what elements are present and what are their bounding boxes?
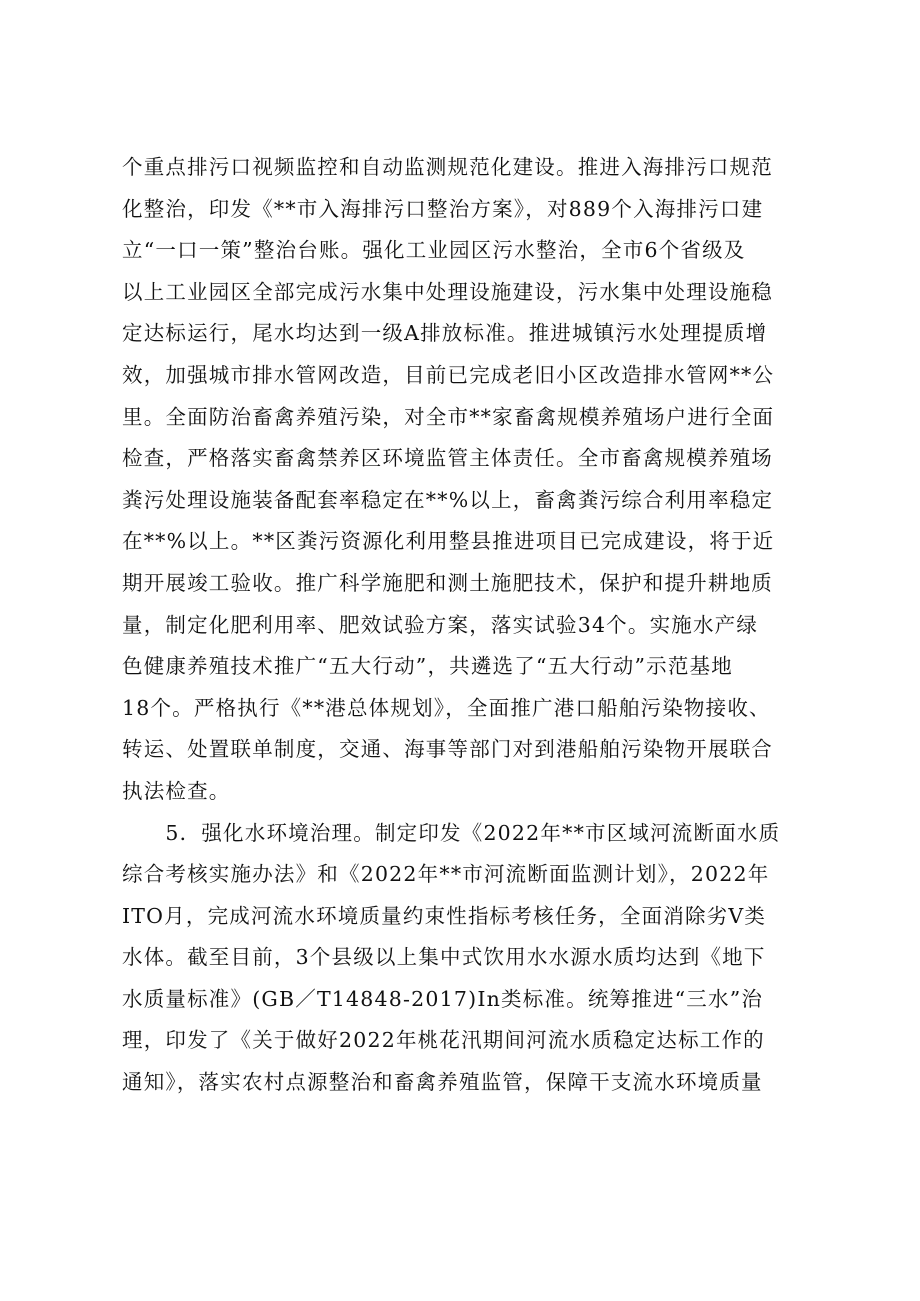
text-line: 综合考核实施办法》和《2022年**市河流断面监测计划》，2022年 [122, 862, 770, 887]
text-line: 通知》，落实农村点源整治和畜禽养殖监管，保障干支流水环境质量 [122, 1070, 763, 1095]
text-line: 效，加强城市排水管网改造，目前已完成老旧小区改造排水管网**公 [122, 362, 775, 387]
text-line: 水体。截至目前，3个县级以上集中式饮用水水源水质均达到《地下 [122, 945, 766, 970]
document-body [122, 147, 812, 1104]
text-line: 化整治，印发《**市入海排污口整治方案》，对889个入海排污口建 [122, 196, 764, 221]
section-heading-line: 5．强化水环境治理。制定印发《2022年**市区域河流断面水质 [122, 820, 781, 845]
text-line: 立“一口一策”整治台账。强化工业园区污水整治，全市6个省级及 [122, 238, 746, 263]
text-line: 理，印发了《关于做好2022年桃花汛期间河流水质稳定达标工作的 [122, 1028, 765, 1053]
text-line: 个重点排污口视频监控和自动监测规范化建设。推进入海排污口规范 [122, 155, 773, 179]
text-line: ITO月，完成河流水环境质量约束性指标考核任务，全面消除劣V类 [122, 903, 767, 928]
text-line: 里。全面防治畜禽养殖污染，对全市**家畜禽规模养殖场户进行全面 [122, 404, 775, 429]
text-line: 检查，严格落实畜禽禁养区环境监管主体责任。全市畜禽规模养殖场 [122, 446, 773, 471]
text-line: 粪污处理设施装备配套率稳定在**%以上，畜禽粪污综合利用率稳定 [122, 487, 774, 512]
text-line: 在**%以上。**区粪污资源化利用整县推进项目已完成建设，将于近 [122, 529, 775, 554]
text-line: 量，制定化肥利用率、肥效试验方案，落实试验34个。实施水产绿 [122, 612, 759, 637]
text-line: 定达标运行，尾水均达到一级A排放标准。推进城镇污水处理提质增 [122, 321, 768, 346]
text-line: 转运、处置联单制度，交通、海事等部门对到港船舶污染物开展联合 [122, 737, 773, 762]
text-line: 色健康养殖技术推广“五大行动”，共遴选了“五大行动”示范基地 [122, 654, 733, 679]
text-line: 执法检查。 [122, 778, 231, 803]
text-line: 水质量标准》(GB／T14848-2017)In类标准。统筹推进“三水”治 [122, 986, 764, 1011]
text-line: 以上工业园区全部完成污水集中处理设施建设，污水集中处理设施稳 [122, 279, 773, 304]
text-line: 18个。严格执行《**港总体规划》，全面推广港口船舶污染物接收、 [122, 695, 771, 720]
text-line: 期开展竣工验收。推广科学施肥和测土施肥技术，保护和提升耕地质 [122, 570, 773, 595]
